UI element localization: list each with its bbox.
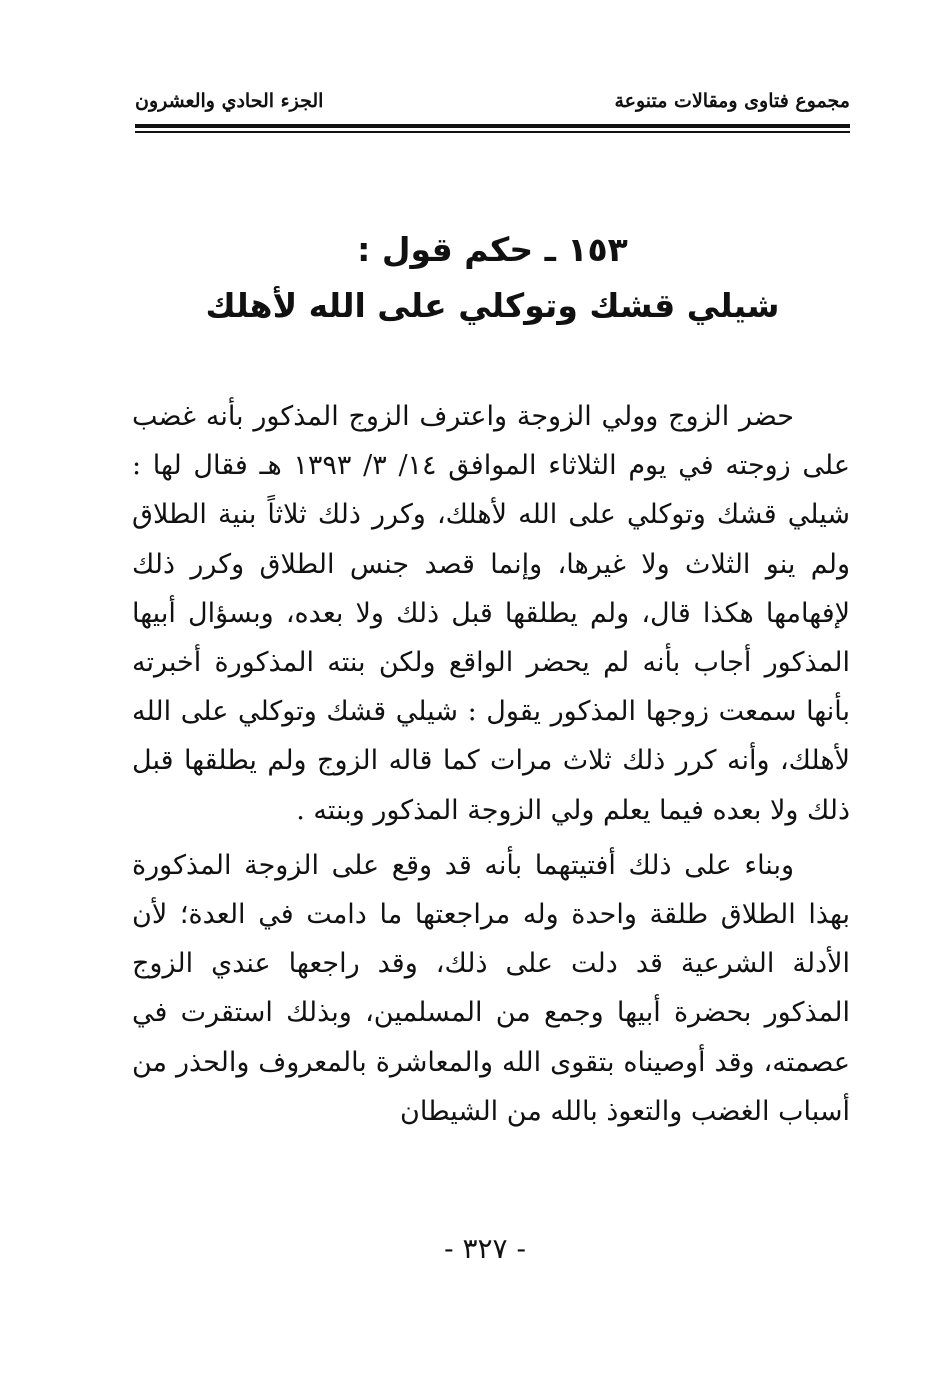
body-paragraph-1: حضر الزوج وولي الزوجة واعترف الزوج المذكور بأنه غضب على زوجته في يوم الثلاثاء الموافق ١٤/ ٣/ ١٣٩٣ هـ فقال لها : شيلي قشك وتوكلي على الله لأهلك، وكرر ذلك ثلاثاً بنية الطلاق ولم ينو الثلاث ولا غيرها، وإنما قصد جنس الطلاق وكرر ذلك لإفهامها هكذا قال، ولم يطلقها قبل ذلك ولا بعده، وبسؤال أبيها المذكور أجاب بأنه لم يحضر الواقع ولكن بنته المذكورة أخبرته بأنها سمعت زوجها المذكور يقول : شيلي قشك وتوكلي على الله لأهلك، وأنه كرر ذلك ثلاث مرات كما قاله الزوج ولم يطلقها قبل ذلك ولا بعده فيما يعلم ولي الزوجة المذكور وبنته .: [132, 401, 850, 826]
body-paragraph-2: وبناء على ذلك أفتيتهما بأنه قد وقع على الزوجة المذكورة بهذا الطلاق طلقة واحدة وله مراجعتها ما دامت في العدة؛ لأن الأدلة الشرعية قد دلت على ذلك، وقد راجعها عندي الزوج المذكور بحضرة أبيها وجمع من المسلمين، وبذلك استقرت في عصمته، وقد أوصيناه بتقوى الله والمعاشرة بالمعروف والحذر من أسباب الغضب والتعوذ بالله من الشيطان: [132, 849, 850, 1127]
header-rule-thin: [135, 131, 850, 133]
header-rule-thick: [135, 124, 850, 128]
fatwa-body: [132, 392, 850, 1136]
fatwa-title-line-2: شيلي قشك وتوكلي على الله لأهلك: [205, 286, 780, 325]
fatwa-title-line-1: ١٥٣ ـ حكم قول :: [357, 230, 628, 269]
volume-label: الجزء الحادي والعشرون: [135, 90, 324, 112]
page-number: - ٣٢٧ -: [444, 1232, 526, 1265]
fatwa-title: [135, 222, 850, 334]
book-title: مجموع فتاوى ومقالات متنوعة: [614, 90, 850, 112]
running-header: [135, 90, 850, 118]
